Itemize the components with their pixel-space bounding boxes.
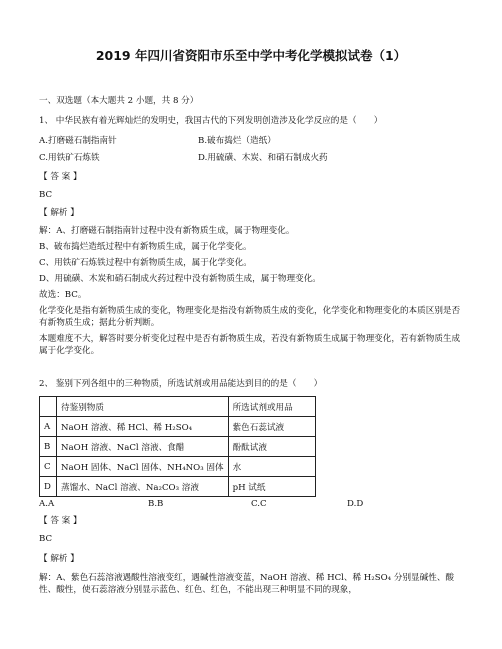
q1-answer: BC [39,190,53,200]
q1-analysis-line: 本题难度不大，解答时要分析变化过程中是否有新物质生成，若没有新物质生成属于物理变化，若有新物质生成属于化学变化。 [39,334,461,356]
q1-analysis-line: 故选：BC。 [39,290,87,300]
page-title: 2019 年四川省资阳市乐至中学中考化学模拟试卷（1） [95,48,407,63]
q1-analysis-line: C、用铁矿石炼铁过程中有新物质生成，属于化学变化。 [39,258,252,268]
q2-choice-c: C.C [251,499,267,509]
section-heading: 一、双选题（本大题共 2 小题，共 8 分） [39,96,199,106]
table-header-cell: 所选试剂或用品 [228,397,315,417]
q1-option-d: D.用硫磺、木炭、和硝石制成火药 [198,153,328,163]
table-cell: 蒸馏水、NaCl 溶液、Na₂CO₃ 溶液 [57,477,229,497]
table-header-cell: 待鉴别物质 [57,397,229,417]
table-cell: NaOH 溶液、稀 HCl、稀 H₂SO₄ [57,417,229,437]
q1-option-c: C.用铁矿石炼铁 [39,153,100,163]
table-cell: 水 [228,457,315,477]
table-cell: NaOH 溶液、NaCl 溶液、食醋 [57,437,229,457]
q2-choice-d: D.D [347,499,364,509]
q1-answer-label: 【 答 案 】 [39,172,82,182]
q1-option-a: A.打磨磁石制指南针 [39,136,117,146]
table-cell: 酚酞试液 [228,437,315,457]
q2-answer: BC [39,534,53,544]
table-row [40,457,316,477]
table-cell: B [40,437,57,457]
q2-analysis-line: 解：A、紫色石蕊溶液遇酸性溶液变红，遇碱性溶液变蓝，NaOH 溶液、稀 HCl、稀 H₂SO₄ 分别显碱性、酸性、酸性，使石蕊溶液分别显示蓝色、红色、红色，不能出现三种明显不同的现象， [39,573,455,595]
table-cell: pH 试纸 [228,477,315,497]
table-cell: C [40,457,57,477]
q1-stem: 1、 中华民族有着光辉灿烂的发明史，我国古代的下列发明创造涉及化学反应的是（ ） [39,116,383,126]
q2-stem: 2、 鉴别下列各组中的三种物质，所选试剂或用品能达到目的的是（ ） [39,379,323,389]
q1-option-b: B.破布捣烂（造纸） [198,136,276,146]
q1-analysis-label: 【 解析 】 [39,208,79,218]
table-header-row [40,397,316,417]
table-cell: 紫色石蕊试液 [228,417,315,437]
q2-options-table [39,396,316,497]
table-row [40,417,316,437]
table-row [40,477,316,497]
q1-analysis-line: D、用硫磺、木炭和硝石制成火药过程中没有新物质生成，属于物理变化。 [39,274,321,284]
table-row [40,437,316,457]
q2-choice-b: B.B [148,499,164,509]
q1-analysis-line: B、破布捣烂造纸过程中有新物质生成，属于化学变化。 [39,242,252,252]
q1-analysis-line: 解：A、打磨磁石制指南针过程中没有新物质生成，属于物理变化。 [39,226,295,236]
q2-choice-a: A.A [39,499,55,509]
table-cell: A [40,417,57,437]
q2-analysis-label: 【 解析 】 [39,554,79,564]
q1-analysis-line: 化学变化是指有新物质生成的变化，物理变化是指没有新物质生成的变化，化学变化和物理变化的本质区别是否有新物质生成；据此分析判断。 [39,306,461,328]
table-cell: NaOH 固体、NaCl 固体、NH₄NO₃ 固体 [57,457,229,477]
table-header-cell [40,397,57,417]
q2-answer-label: 【 答 案 】 [39,516,82,526]
table-cell: D [40,477,57,497]
